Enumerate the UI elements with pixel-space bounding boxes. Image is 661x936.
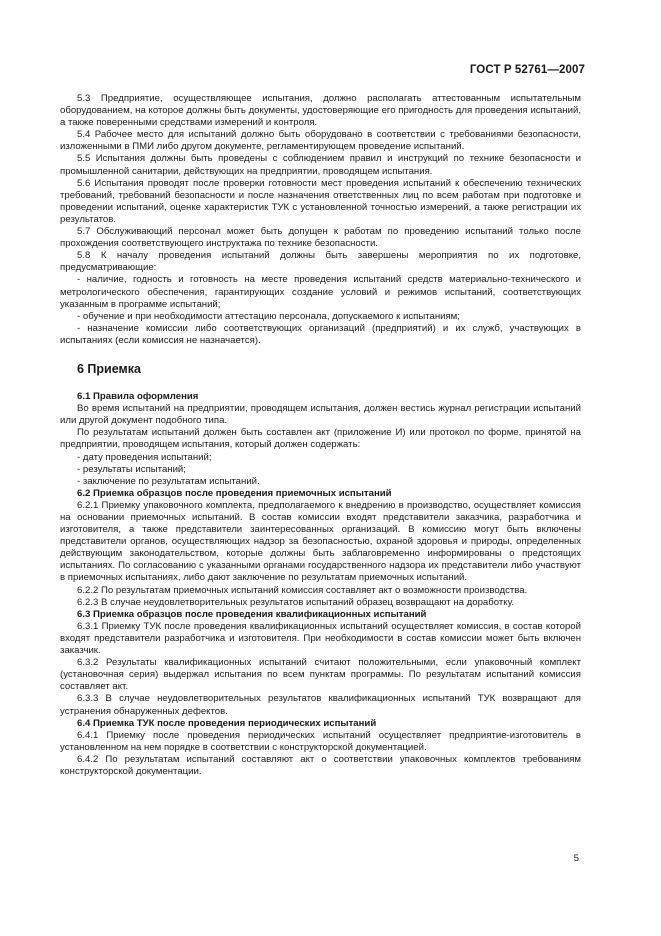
paragraph-5-5: 5.5 Испытания должны быть проведены с соблюдением правил и инструкций по технике безопасности и промышленной санитарии, действующих на предприятии, проводящем испытания. — [60, 153, 581, 177]
paragraph-5-7: 5.7 Обслуживающий персонал может быть допущен к работам по проведению испытаний только после прохождения соответствующего инструктажа по технике безопасности. — [60, 226, 581, 250]
subsection-heading-6-4: 6.4 Приемка ТУК после проведения периодических испытаний — [77, 717, 377, 729]
paragraph-6-4-2: 6.4.2 По результатам испытаний составляют акт о соответствии упаковочных комплектов требованиям конструкторской документации. — [60, 753, 581, 777]
list-item: - результаты испытаний; — [77, 463, 186, 475]
list-item: - назначение комиссии либо соответствующих организаций (предприятий) и их служб, участвующих в испытаниях (если комиссия не назначается). — [60, 322, 581, 346]
paragraph-5-6: 5.6 Испытания проводят после проверки готовности мест проведения испытаний к обеспечению технических требований, требований безопасности и после назначения ответственных лиц по всем работам при подготовке и проведении испытаний, оценке характеристик ТУК с установленной точностью измерений, а также регистрации их результатов. — [60, 177, 581, 225]
paragraph-6-2-1: 6.2.1 Приемку упаковочного комплекта, предполагаемого к внедрению в производство, осуществляет комиссия на основании приемочных испытаний. В состав комиссии входят представители заказчика, разработчика и изготовителя, а также представители заинтересованных организаций. В комиссию могут быть включены представители органов, осуществляющих надзор за безопасностью, охраной здоровья и природы, определенных действующим законодательством, которые должны быть заблаговременно информированы о предстоящих испытаниях. По согласованию с указанными органами государственного надзора их представители либо участвуют в приемочных испытаниях, либо дают заключение по результатам приемочных испытаний. — [60, 499, 581, 584]
paragraph-6-3-2: 6.3.2 Результаты квалификационных испытаний считают положительными, если упаковочный комплект (установочная серия) выдержал испытания по всем пунктам программы. По результатам испытаний комиссия составляет акт. — [60, 657, 581, 693]
page-content — [60, 93, 581, 778]
subsection-heading-6-1: 6.1 Правила оформления — [77, 391, 199, 403]
list-item: - наличие, годность и готовность на месте проведения испытаний средств материально-технического и метрологического обеспечения, гарантирующих создание условий и режимов испытаний, соответствующих указанным в программе испытаний; — [60, 274, 581, 310]
paragraph-5-3: 5.3 Предприятие, осуществляющее испытания, должно располагать аттестованным испытательным оборудованием, на которое должны быть документы, удостоверяющие его пригодность для проведения испытаний, а также поверенными средствами измерений и контроля. — [60, 93, 581, 129]
subsection-heading-6-2: 6.2 Приемка образцов после проведения приемочных испытаний — [77, 487, 392, 499]
list-item: - дату проведения испытаний; — [77, 451, 212, 463]
paragraph-6-3-3: 6.3.3 В случае неудовлетворительных результатов квалификационных испытаний ТУК возвращают для устранения обнаруженных дефектов. — [60, 693, 581, 717]
subsection-heading-6-3: 6.3 Приемка образцов после проведения квалификационных испытаний — [77, 608, 427, 620]
standard-id: ГОСТ Р 52761—2007 — [469, 64, 585, 76]
list-item: - заключение по результатам испытаний. — [77, 475, 260, 487]
page-number: 5 — [573, 853, 579, 864]
paragraph-6-4-1: 6.4.1 Приемку после проведения периодических испытаний осуществляет предприятие-изготовитель в установленном на нем порядке в соответствии с конструкторской документацией. — [60, 729, 581, 753]
list-item: - обучение и при необходимости аттестацию персонала, допускаемого к испытаниям; — [77, 310, 460, 322]
paragraph-6-3-1: 6.3.1 Приемку ТУК после проведения квалификационных испытаний осуществляет комиссия, в состав которой входят представители разработчика и изготовителя. При необходимости в состав комиссии может быть включен заказчик. — [60, 620, 581, 657]
paragraph-6-1-b: По результатам испытаний должен быть составлен акт (приложение И) или протокол по форме, принятой на предприятии, проводящем испытания, который должен содержать: — [60, 427, 581, 451]
paragraph-6-2-2: 6.2.2 По результатам приемочных испытаний комиссия составляет акт о возможности производства. — [77, 584, 528, 596]
paragraph-6-1-a: Во время испытаний на предприятии, проводящем испытания, должен вестись журнал регистрации испытаний или другой документ подобного типа. — [60, 403, 581, 427]
paragraph-5-8: 5.8 К началу проведения испытаний должны быть завершены мероприятия по их подготовке, предусматривающие: — [60, 250, 581, 274]
section-title: 6 Приемка — [77, 361, 141, 376]
paragraph-6-2-3: 6.2.3 В случае неудовлетворительных результатов испытаний образец возвращают на доработку. — [77, 596, 515, 608]
paragraph-5-4: 5.4 Рабочее место для испытаний должно быть оборудовано в соответствии с требованиями безопасности, изложенными в ПМИ либо другом документе, регламентирующем проведение испытаний. — [60, 129, 581, 153]
